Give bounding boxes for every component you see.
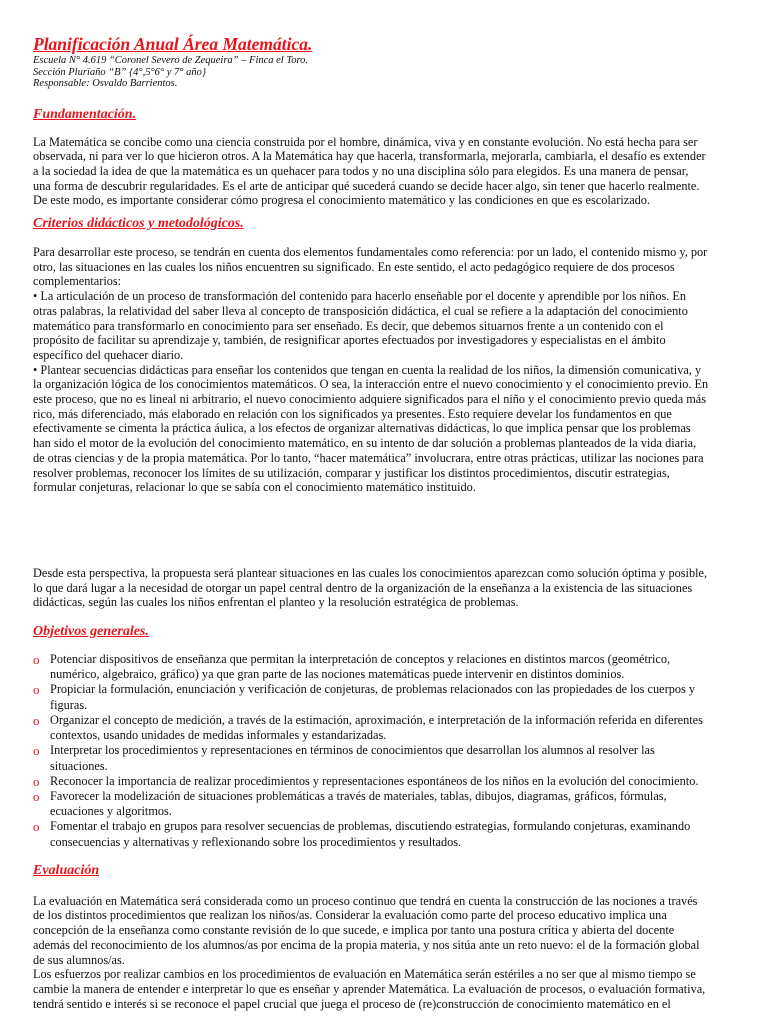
text-line: Los esfuerzos por realizar cambios en los procedimientos de evaluación en Matemática serán estériles a no ser que al mismo tiempo se [33,967,696,982]
text-line: de los distintos procedimientos que realizan los niños/as. Considerar la evaluación como parte del proceso educativo implica una [33,908,667,923]
perspectiva-text [33,566,735,610]
bullet-icon: o [33,819,40,835]
text-line: además del reconocimiento de los alumnos/as por encima de la propia materia, y nos sitúa ante un reto nuevo: el de la formación global [33,937,700,952]
item-line: ecuaciones y algoritmos. [50,804,172,819]
list-item [33,743,735,773]
heading-evaluacion: Evaluación [33,862,100,878]
text-line: La evaluación en Matemática será considerada como un proceso continuo que tendrá en cuenta la construcción de las nociones a través [33,893,698,908]
text-line: efectivamente se cimenta la práctica áulica, a los efectos de organizar alternativas didácticas, lo que implica pensar que los problemas [33,421,691,436]
criterios-text [33,245,735,495]
item-line: Interpretar los procedimientos y representaciones en términos de conocimientos que desarrollan los alumnos al resolver las [50,743,655,758]
item-line: Organizar el concepto de medición, a través de la estimación, aproximación, e interpretación de la información referida en diferentes [50,712,703,727]
item-line: Potenciar dispositivos de enseñanza que permitan la interpretación de conceptos y relaciones en distintos marcos (geométrico, [50,652,671,667]
text-line: Para desarrollar este proceso, se tendrán en cuenta dos elementos fundamentales como referencia: por un lado, el contenido mismo y, por [33,245,708,260]
text-line: otro, las situaciones en las cuales los niños encuentren su significado. En este sentido, el acto pedagógico requiere de dos procesos [33,259,675,274]
text-line: de sus alumnos/as. [33,952,125,967]
text-line: otras palabras, la relatividad del saber lleva al concepto de transposición didáctica, el cual se refiere a la adaptación del conocimiento [33,303,688,318]
text-line: lo que dará lugar a la necesidad de otorgar un papel central dentro de la organización de la enseñanza a la existencia de las situaciones [33,580,693,595]
text-line: didácticas, según las cuales los niños enfrentan el planteo y la resolución estratégica de problemas. [33,595,519,610]
text-line: específico del quehacer diario. [33,347,184,362]
item-line: consecuencias y alternativas y reflexionando sobre los procedimientos y resultados. [50,834,462,849]
text-line: tendrá sentido e interés si se reconoce el papel crucial que juega el proceso de (re)construcción de conocimiento matemático en el [33,996,671,1011]
item-line: situaciones. [50,758,108,773]
text-line: complementarios: [33,274,122,289]
heading-objetivos: Objetivos generales. [33,624,149,640]
item-line: Propiciar la formulación, enunciación y verificación de conjeturas, de problemas relacionados con las propiedades de los cuerpos y [50,682,696,697]
item-line: Reconocer la importancia de realizar procedimientos y representaciones espontáneos de los niños en la evolución del conocimiento. [50,773,699,788]
meta-responsible: Responsable: Osvaldo Barrientos. [33,78,178,89]
text-line: Desde esta perspectiva, la propuesta será plantear situaciones en las cuales los conocimientos aparezcan como solución óptima y posible, [33,565,708,580]
meta-school: Escuela N° 4.619 “Coronel Severo de Zequeira” – Finca el Toro. [33,55,309,66]
document-meta [33,55,735,90]
bullet-icon: o [33,788,40,804]
item-line: Favorecer la modelización de situaciones problemáticas a través de materiales, tablas, dibujos, diagramas, gráficos, fórmulas, [50,788,667,803]
text-line: a la sociedad la idea de que la matemática es un quehacer para todos y no una disciplina sólo para elegidos. Es una manera de pensar, [33,163,689,178]
evaluacion-text [33,894,735,1012]
text-line: De este modo, es importante considerar cómo progresa el conocimiento matemático y las condiciones en que es escolarizado. [33,193,651,208]
item-line: contextos, usando unidades de medidas informales y estandarizadas. [50,728,387,743]
list-item [33,682,735,712]
text-line: han sido el motor de la evolución del conocimiento matemático, en su intento de dar solución a problemas planteados de la vida diaria, [33,436,697,451]
text-line: cambie la manera de entender e interpretar lo que es enseñar y aprender Matemática. La evaluación de procesos, o evaluación formativa, [33,981,706,996]
text-line: propósito de facilitar su aprendizaje y, también, de resignificar aportes efectuados por investigadores y especialistas en el ámbito [33,333,666,348]
text-line: matemático para transformarlo en conocimiento para ser enseñado. Es decir, que debemos situarnos frente a un contenido con el [33,318,664,333]
list-item [33,819,735,849]
document-title: Planificación Anual Área Matemática. [33,34,313,54]
list-item [33,713,735,743]
heading-fundamentacion: Fundamentación. [33,106,137,122]
text-line: rico, más diferenciado, más elaborado en relación con los significados ya presentes. Esto requiere develar los fundamentos en que [33,406,672,421]
text-line: observada, ni para ver lo que hicieron otros. A la Matemática hay que hacerla, transformarla, mejorarla, cambiarla, el desafío es extender [33,149,706,164]
objetivos-list [33,652,735,850]
list-item [33,789,735,819]
bullet-icon: o [33,682,40,698]
text-line: • La articulación de un proceso de transformación del contenido para hacerlo enseñable por el docente y aprendible por los niños. En [33,289,687,304]
bullet-icon: o [33,773,40,789]
heading-criterios: Criterios didácticos y metodológicos. [33,216,244,232]
bullet-icon: o [33,652,40,668]
text-line: La Matemática se concibe como una ciencia construida por el hombre, dinámica, viva y en constante evolución. No está hecha para ser [33,134,698,149]
text-line: resolver problemas, reconocer los límites de su utilización, comparar y justificar los distintos procedimientos, discutir estrategias, [33,465,670,480]
list-item [33,774,735,789]
text-line: este proceso, que no es lineal ni arbitrario, el nuevo conocimiento adquiere significados para el niño y el conocimiento previo queda más [33,392,707,407]
list-item [33,652,735,682]
text-line: una forma de descubrir regularidades. Es el arte de anticipar qué sucederá cuando se decide hacer algo, sin tener que hacerlo realmente. [33,178,700,193]
text-line: concepción de la enseñanza como constante revisión de lo que sucede, e implica por tanto una postura crítica y abierta del docente [33,923,675,938]
item-line: figuras. [50,697,88,712]
text-line: la organización lógica de los conocimientos matemáticos. O sea, la interacción entre el nuevo conocimiento y el conocimiento previo. En [33,377,709,392]
text-line: formular conjeturas, relacionar lo que se sabía con el conocimiento matemático instituido. [33,480,476,495]
meta-section: Sección Plurïaño “B” {4°,5°6° y 7° año} [33,66,207,78]
bullet-icon: o [33,743,40,759]
fundamentacion-text [33,135,735,209]
item-line: Fomentar el trabajo en grupos para resolver secuencias de problemas, discutiendo estrategias, formulando conjeturas, examinando [50,819,691,834]
item-line: numérico, algebraico, gráfico) ya que gran parte de las nociones matemáticas puede intervenir en distintos dominios. [50,667,625,682]
text-line: • Plantear secuencias didácticas para enseñar los contenidos que tengan en cuenta la realidad de los niños, la dimensión comunicativa, y [33,362,702,377]
bullet-icon: o [33,712,40,728]
text-line: de otras ciencias y de la propia matemática. Por lo tanto, “hacer matemática” involucrara, entre otras prácticas, utilizar las nociones para [33,450,704,465]
